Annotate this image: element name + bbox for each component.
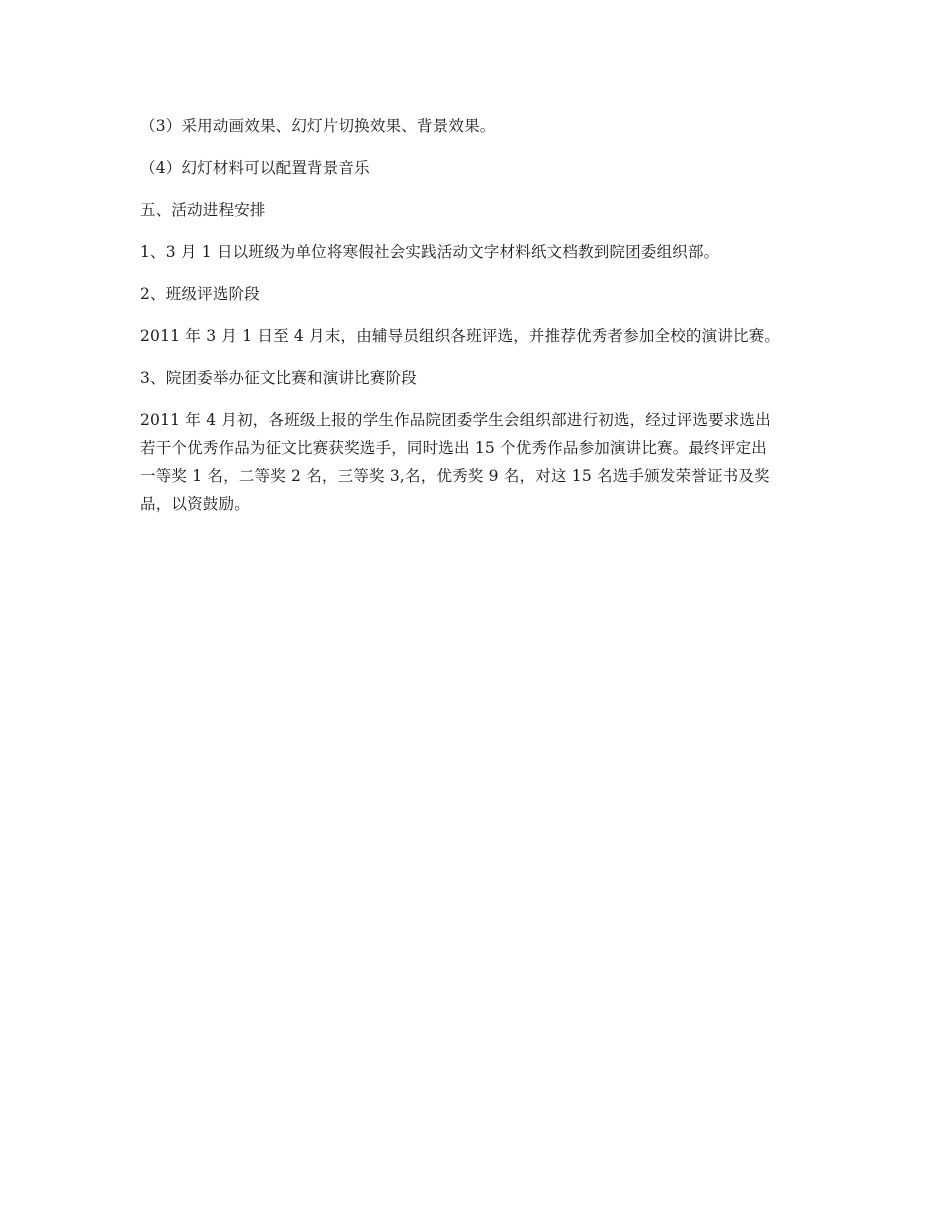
paragraph-line: 若干个优秀作品为征文比赛获奖选手，同时选出 15 个优秀作品参加演讲比赛。最终评定出: [140, 439, 767, 457]
paragraph-step-2-detail: 2011 年 3 月 1 日至 4 月末，由辅导员组织各班评选，并推荐优秀者参加全校的演讲比赛。: [140, 327, 781, 345]
paragraph-animation-effects: （3）采用动画效果、幻灯片切换效果、背景效果。: [140, 117, 496, 135]
paragraph-step-3-detail: [140, 406, 820, 518]
paragraph-line: 2011 年 4 月初，各班级上报的学生作品院团委学生会组织部进行初选，经过评选要求选出: [140, 411, 771, 429]
paragraph-step-3-heading: 3、院团委举办征文比赛和演讲比赛阶段: [140, 369, 417, 387]
paragraph-line: 品，以资鼓励。: [140, 495, 250, 513]
paragraph-step-1: 1、3 月 1 日以班级为单位将寒假社会实践活动文字材料纸文档教到院团委组织部。: [140, 243, 720, 261]
paragraph-line: 一等奖 1 名，二等奖 2 名，三等奖 3,名，优秀奖 9 名，对这 15 名选手颁发荣誉证书及奖: [140, 467, 770, 485]
section-heading-schedule: 五、活动进程安排: [140, 201, 266, 219]
paragraph-background-music: （4）幻灯材料可以配置背景音乐: [140, 159, 370, 177]
paragraph-step-2-heading: 2、班级评选阶段: [140, 285, 260, 303]
document-body: [140, 112, 820, 532]
